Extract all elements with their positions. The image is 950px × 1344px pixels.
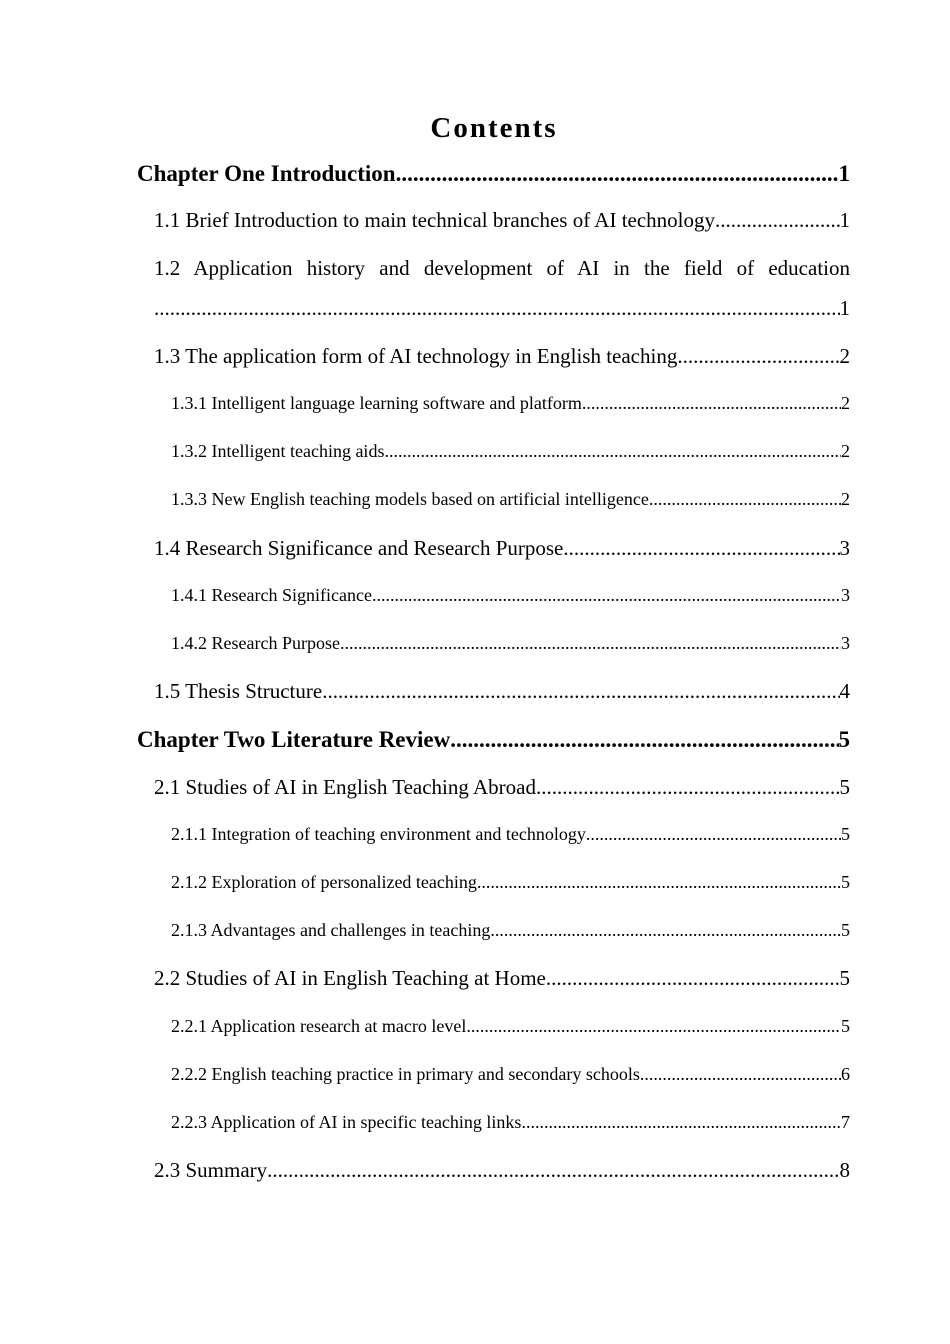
dot-leader	[640, 1064, 841, 1085]
toc-entry-text: 2.2.3 Application of AI in specific teaching links	[171, 1112, 522, 1132]
toc-entry-text: 1.2 Application history and development of AI in the field of education	[154, 256, 850, 280]
dot-leader	[677, 344, 839, 369]
toc-entry-text: 2.1 Studies of AI in English Teaching Abroad	[154, 775, 536, 799]
toc-entry-text: Chapter One Introduction	[137, 161, 396, 186]
toc-entry-2-2-3[interactable]	[171, 1112, 850, 1133]
toc-entry-1-3[interactable]	[154, 344, 850, 369]
toc-page-number: 3	[841, 633, 850, 653]
toc-entry-1-2[interactable]	[154, 256, 850, 281]
toc-entry-2-1-3[interactable]	[171, 920, 850, 941]
toc-page-number: 5	[841, 920, 850, 940]
toc-entry-2-3[interactable]	[154, 1158, 850, 1183]
toc-entry-text: 2.1.1 Integration of teaching environment and technology	[171, 824, 586, 844]
toc-page-number: 6	[841, 1064, 850, 1084]
toc-entry-1-4-1[interactable]	[171, 585, 850, 606]
toc-page-number: 5	[841, 1016, 850, 1036]
dot-leader	[715, 208, 839, 233]
toc-entry-1-5[interactable]	[154, 679, 850, 704]
toc-entry-2-2-2[interactable]	[171, 1064, 850, 1085]
toc-entry-text: 2.1.3 Advantages and challenges in teaching	[171, 920, 491, 940]
toc-entry-1-2-leader[interactable]	[154, 296, 850, 321]
toc-entry-1-3-3[interactable]	[171, 489, 850, 510]
toc-page-number: 5	[839, 966, 850, 990]
dot-leader	[477, 872, 841, 893]
toc-entry-text: 2.2.2 English teaching practice in primary and secondary schools	[171, 1064, 640, 1084]
dot-leader	[649, 489, 841, 510]
toc-entry-1-3-2[interactable]	[171, 441, 850, 462]
toc-entry-2-1-1[interactable]	[171, 824, 850, 845]
toc-page-number: 1	[839, 208, 850, 232]
dot-leader	[466, 1016, 841, 1037]
dot-leader	[490, 920, 841, 941]
dot-leader	[154, 296, 840, 321]
toc-entry-text: 1.3.3 New English teaching models based on artificial intelligence	[171, 489, 649, 509]
dot-leader	[563, 536, 839, 561]
dot-leader	[372, 585, 841, 606]
dot-leader	[322, 679, 839, 704]
toc-entry-text: 1.5 Thesis Structure	[154, 679, 323, 703]
toc-entry-text: Chapter Two Literature Review	[137, 727, 451, 752]
dot-leader	[521, 1112, 841, 1133]
toc-entry-2-1[interactable]	[154, 775, 850, 800]
dot-leader	[340, 633, 841, 654]
toc-entry-text: 2.3 Summary	[154, 1158, 268, 1182]
dot-leader	[586, 824, 841, 845]
toc-page-number: 5	[841, 872, 850, 892]
toc-entry-text: 1.3.1 Intelligent language learning software and platform	[171, 393, 582, 413]
toc-page-number: 1	[839, 296, 850, 320]
toc-page-number: 2	[841, 393, 850, 413]
toc-entry-text: 1.1 Brief Introduction to main technical branches of AI technology	[154, 208, 716, 232]
page-title: Contents	[430, 112, 558, 144]
toc-page-number: 2	[841, 489, 850, 509]
toc-page-number: 1	[838, 161, 850, 186]
toc-entry-1-3-1[interactable]	[171, 393, 850, 414]
dot-leader	[396, 161, 839, 187]
toc-entry-text: 1.4 Research Significance and Research Purpose	[154, 536, 564, 560]
toc-entry-text: 1.4.2 Research Purpose	[171, 633, 340, 653]
dot-leader	[267, 1158, 839, 1183]
toc-page-number: 7	[841, 1112, 850, 1132]
dot-leader	[546, 966, 840, 991]
toc-page-number: 3	[839, 536, 850, 560]
toc-entry-2-2[interactable]	[154, 966, 850, 991]
toc-entry-chapter-2[interactable]	[137, 727, 850, 753]
toc-page-number: 3	[841, 585, 850, 605]
toc-entry-text: 2.2.1 Application research at macro level	[171, 1016, 467, 1036]
toc-page-number: 5	[838, 727, 850, 752]
toc-page-number: 2	[841, 441, 850, 461]
dot-leader	[582, 393, 841, 414]
toc-entry-text: 2.1.2 Exploration of personalized teaching	[171, 872, 477, 892]
toc-entry-1-4-2[interactable]	[171, 633, 850, 654]
toc-page-number: 8	[839, 1158, 850, 1182]
toc-entry-text: 2.2 Studies of AI in English Teaching at Home	[154, 966, 546, 990]
toc-entry-chapter-1[interactable]	[137, 161, 850, 187]
toc-entry-text: 1.3.2 Intelligent teaching aids	[171, 441, 385, 461]
dot-leader	[536, 775, 840, 800]
toc-entry-text: 1.3 The application form of AI technology in English teaching	[154, 344, 678, 368]
toc-entry-text: 1.4.1 Research Significance	[171, 585, 372, 605]
toc-page-number: 4	[839, 679, 850, 703]
toc-page-number: 5	[839, 775, 850, 799]
toc-entry-2-1-2[interactable]	[171, 872, 850, 893]
toc-entry-1-4[interactable]	[154, 536, 850, 561]
toc-page-number: 5	[841, 824, 850, 844]
dot-leader	[384, 441, 841, 462]
dot-leader	[450, 727, 838, 753]
toc-page-number: 2	[839, 344, 850, 368]
toc-entry-2-2-1[interactable]	[171, 1016, 850, 1037]
toc-entry-1-1[interactable]	[154, 208, 850, 233]
